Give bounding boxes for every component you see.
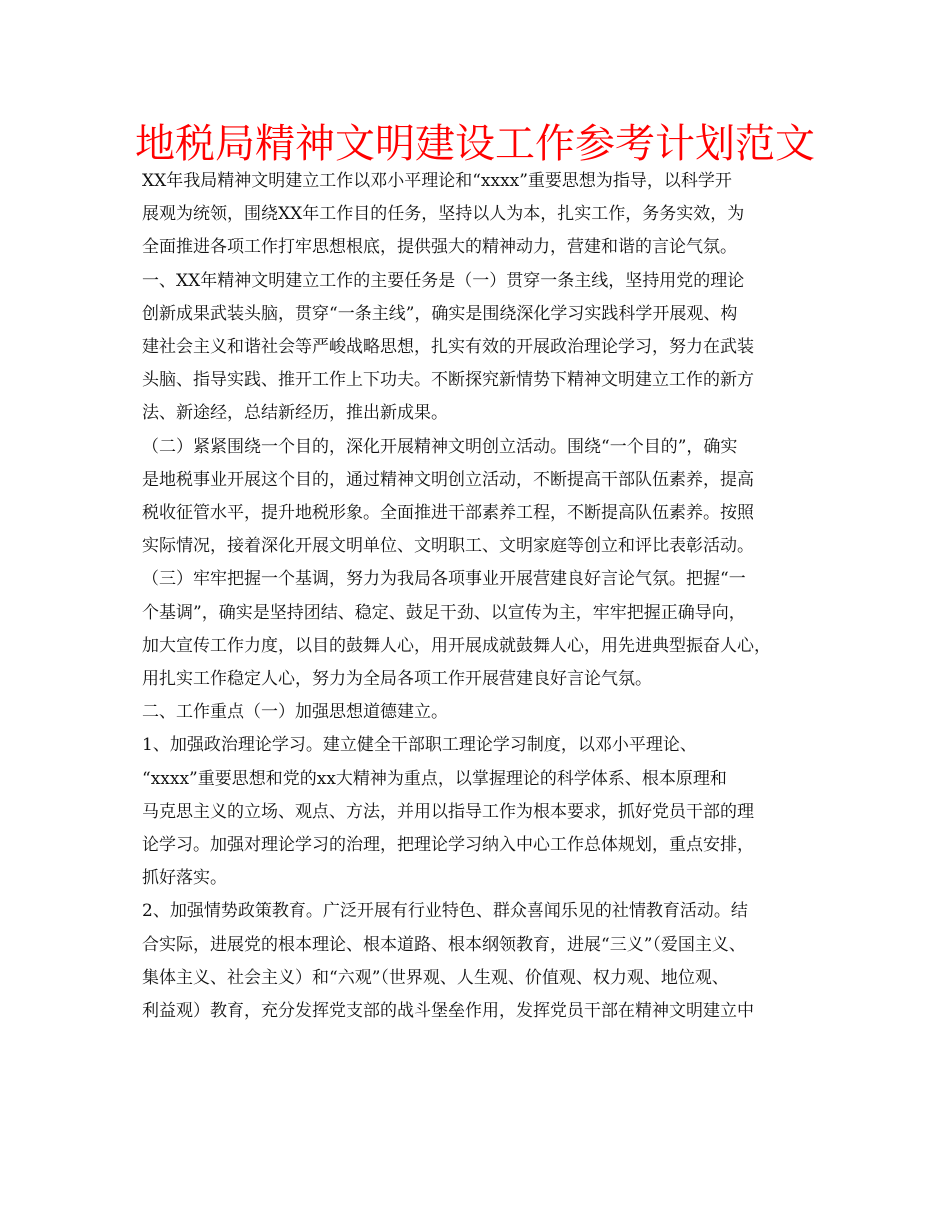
text-line: 合实际，进展党的根本理论、根本道路、根本纲领教育，进展“三义”（爱国主义、: [142, 934, 746, 955]
text-line: 头脑、指导实践、推开工作上下功夫。不断探究新情势下精神文明建立工作的新方: [142, 370, 754, 391]
text-line: 论学习。加强对理论学习的治理，把理论学习纳入中心工作总体规划，重点安排，: [142, 835, 754, 856]
text-line: 2、加强情势政策教育。广泛开展有行业特色、群众喜闻乐见的社情教育活动。结: [142, 901, 748, 922]
text-line: 加大宣传工作力度，以目的鼓舞人心，用开展成就鼓舞人心，用先进典型振奋人心，: [142, 635, 771, 656]
document-title: 地税局精神文明建设工作参考计划范文: [135, 121, 815, 167]
text-line: 集体主义、社会主义）和“六观”（世界观、人生观、价值观、权力观、地位观、: [142, 967, 729, 988]
text-line: 用扎实工作稳定人心，努力为全局各项工作开展营建良好言论气氛。: [142, 669, 652, 690]
text-line: 实际情况，接着深化开展文明单位、文明职工、文明家庭等创立和评比表彰活动。: [142, 536, 754, 557]
text-line: 抓好落实。: [142, 868, 227, 889]
text-line: 马克思主义的立场、观点、方法，并用以指导工作为根本要求，抓好党员干部的理: [142, 801, 754, 822]
text-line: 一、XX年精神文明建立工作的主要任务是（一）贯穿一条主线，坚持用党的理论: [142, 270, 745, 291]
text-line: 建社会主义和谐社会等严峻战略思想，扎实有效的开展政治理论学习，努力在武装: [142, 337, 754, 358]
paragraph-policy-education: [142, 895, 832, 1028]
text-line: 是地税事业开展这个目的，通过精神文明创立活动，不断提高干部队伍素养，提高: [142, 469, 754, 490]
text-line: （三）牢牢把握一个基调，努力为我局各项事业开展营建良好言论气氛。把握“一: [142, 569, 746, 590]
text-line: 法、新途经，总结新经历，推出新成果。: [142, 403, 448, 424]
document-body: [142, 165, 832, 1028]
text-line: XX年我局精神文明建立工作以邓小平理论和“xxxx”重要思想为指导，以科学开: [142, 171, 732, 191]
section-heading-work-focus: [142, 696, 832, 729]
text-line: （二）紧紧围绕一个目的，深化开展精神文明创立活动。围绕“一个目的”，确实: [142, 436, 738, 457]
text-line: 1、加强政治理论学习。建立健全干部职工理论学习制度，以邓小平理论、: [142, 735, 697, 756]
text-line: 二、工作重点（一）加强思想道德建立。: [142, 702, 448, 723]
text-line: 全面推进各项工作打牢思想根底，提供强大的精神动力，营建和谐的言论气氛。: [142, 237, 737, 258]
paragraph-intro: [142, 165, 832, 265]
text-line: 展观为统领，围绕XX年工作目的任务，坚持以人为本，扎实工作，务务实效，为: [142, 204, 745, 225]
text-line: 个基调”，确实是坚持团结、稳定、鼓足干劲、以宣传为主，牢牢把握正确导向，: [142, 602, 746, 623]
text-line: “xxxx”重要思想和党的xx大精神为重点，以掌握理论的科学体系、根本原理和: [142, 768, 727, 789]
text-line: 创新成果武装头脑，贯穿“一条主线”，确实是围绕深化学习实践科学开展观、构: [142, 303, 738, 324]
paragraph-theory-study: [142, 729, 832, 895]
paragraph-main-tasks: [142, 265, 832, 431]
text-line: 利益观）教育，充分发挥党支部的战斗堡垒作用，发挥党员干部在精神文明建立中: [142, 1001, 754, 1022]
paragraph-goal: [142, 431, 832, 564]
paragraph-tone: [142, 563, 832, 696]
text-line: 税收征管水平，提升地税形象。全面推进干部素养工程，不断提高队伍素养。按照: [142, 503, 754, 524]
